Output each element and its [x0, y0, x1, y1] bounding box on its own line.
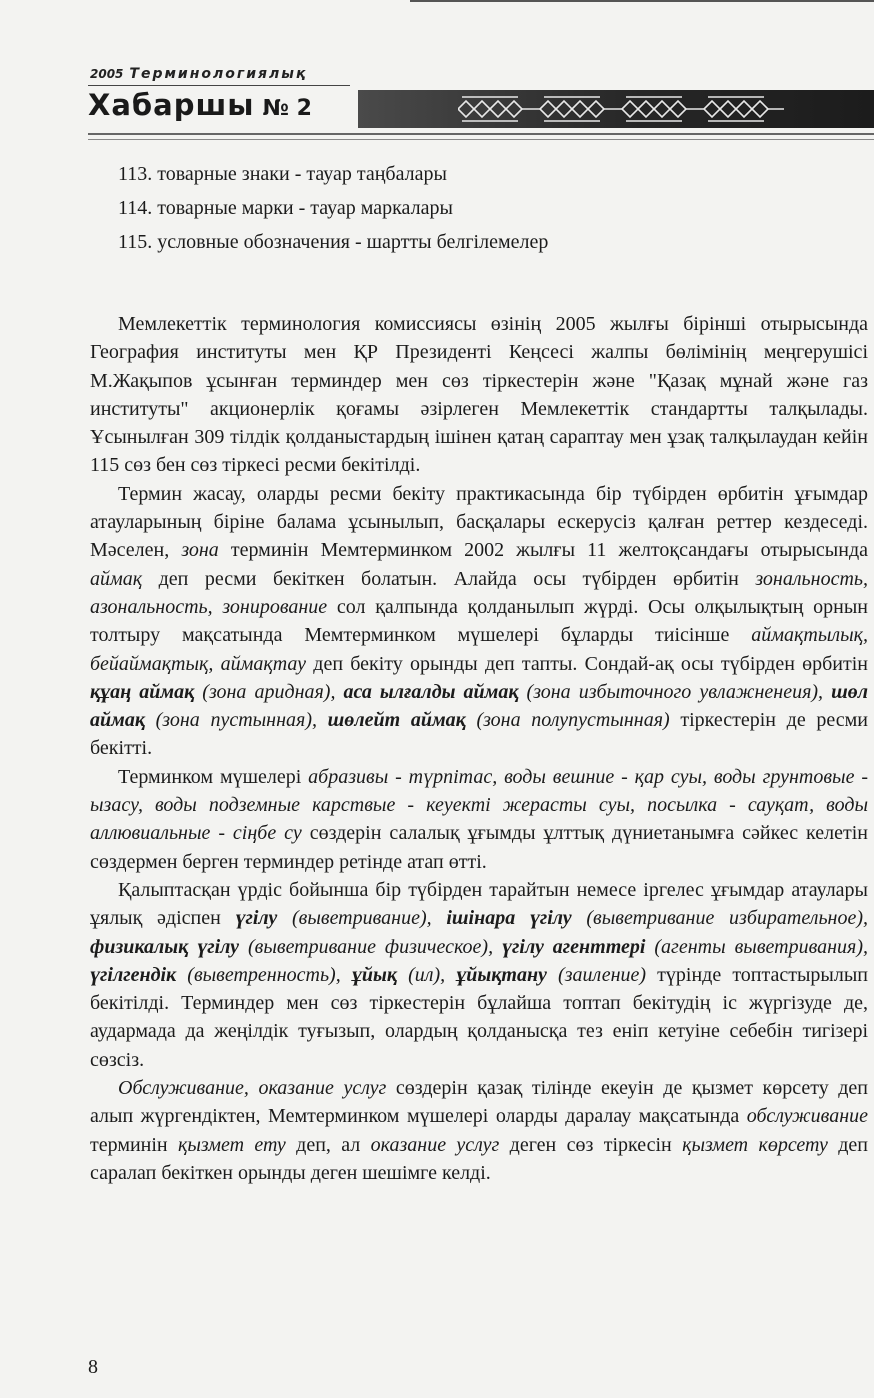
- list-item: 115. условные обозначения - шартты белгілемелер: [118, 231, 549, 253]
- issue-number: № 2: [262, 96, 312, 121]
- term-list: [118, 157, 548, 259]
- page-number: 8: [88, 1356, 98, 1378]
- header-rules: [88, 133, 874, 144]
- paragraph-5: Обслуживание, оказание услуг сөздерін қазақ тілінде екеуін де қызмет көрсету деп алып жүргендіктен, Мемтерминком мүшелері оларды даралау мақсатында обслуживание терминін қызмет ету деп, ал оказание услуг деген сөз тіркесін қызмет көрсету деп саралап бекіткен орынды деген шешімге келді.: [90, 1077, 869, 1184]
- journal-name: Терминологиялық: [129, 66, 308, 82]
- journal-kicker: [90, 66, 307, 82]
- paragraph-2: Термин жасау, оларды ресми бекіту практикасында бір түбірден өрбитін ұғымдар атауларының біріне балама ұсынылып, басқалары ескерусіз қалған реттер кездеседі. Мәселен, зона терминін Мемтерминком 2002 жылғы 11 желтоқсандағы отырысында аймақ деп ресми бекіткен болатын. Алайда осы түбірден өрбитін зональность, азональность, зонирование сол қалпында қолданылып жүрді. Осы олқылықтың орнын толтыру мақсатында Мемтерминком мүшелері бұларды тиісінше аймақтылық, бейаймақтық, аймақтау деп бекіту орынды деп тапты. Сондай-ақ осы түбірден өрбитін құаң аймақ (зона аридная), аса ылғалды аймақ (зона избыточного увлажненеия), шөл аймақ (зона пустынная), шөлейт аймақ (зона полупустынная) тіркестерін де ресми бекітті.: [90, 482, 869, 760]
- list-item: 113. товарные знаки - тауар таңбалары: [118, 163, 447, 185]
- kicker-underline: [88, 85, 350, 86]
- journal-title-text: Хабаршы: [88, 88, 255, 122]
- ornament-pattern-icon: [458, 94, 788, 124]
- top-edge-rule: [410, 0, 874, 2]
- paragraph-1: Мемлекеттік терминология комиссиясы өзінің 2005 жылғы бірінші отырысында География институты мен ҚР Президенті Кеңсесі жалпы бөлімінің меңгерушісі М.Жақыпов ұсынған терминдер мен сөз тіркестерін және "Қазақ мұнай және газ институты" акционерлік қоғамы әзірлеген Мемлекеттік стандартты талқылады. Ұсынылған 309 тілдік қолданыстардың ішінен қатаң сараптау мен ұзақ талқылаудан кейін 115 сөз бен сөз тіркесі ресми бекітілді.: [90, 313, 868, 477]
- list-item: 114. товарные марки - тауар маркалары: [118, 197, 453, 219]
- ornament-band: [358, 90, 874, 128]
- paragraph-4: Қалыптасқан үрдіс бойынша бір түбірден тарайтын немесе іргелес ұғымдар атаулары ұялық әдіспен үгілу (выветривание), ішінара үгілу (выветривание избирательное), физикалық үгілу (выветривание физическое), үгілу агенттері (агенты выветривания), үгілгендік (выветренность), ұйық (ил), ұйықтану (заиление) түрінде топтастырылып бекітілді. Терминдер мен сөз тіркестерін бұлайша топтап бекітудің іс жүргізуде де, аудармада да жеңілдік туғызып, олардың қолданысқа тез еніп кетуіне себебін тигізері сөзсіз.: [90, 878, 869, 1071]
- journal-title: [88, 88, 312, 122]
- article-body: [90, 310, 868, 1187]
- running-header: [88, 66, 874, 146]
- header-year: 2005: [90, 67, 124, 81]
- paragraph-3: Терминком мүшелері абразивы - түрпітас, воды вешние - қар суы, воды грунтовые - ызасу, воды подземные карствые - кеуекті жерасты суы, посылка - сауқат, воды аллювиальные - сіңбе су сөздерін салалық ұғымды ұлттық дүниетанымға сәйкес келетін сөздермен берген терминдер ретінде атап өтті.: [90, 765, 869, 873]
